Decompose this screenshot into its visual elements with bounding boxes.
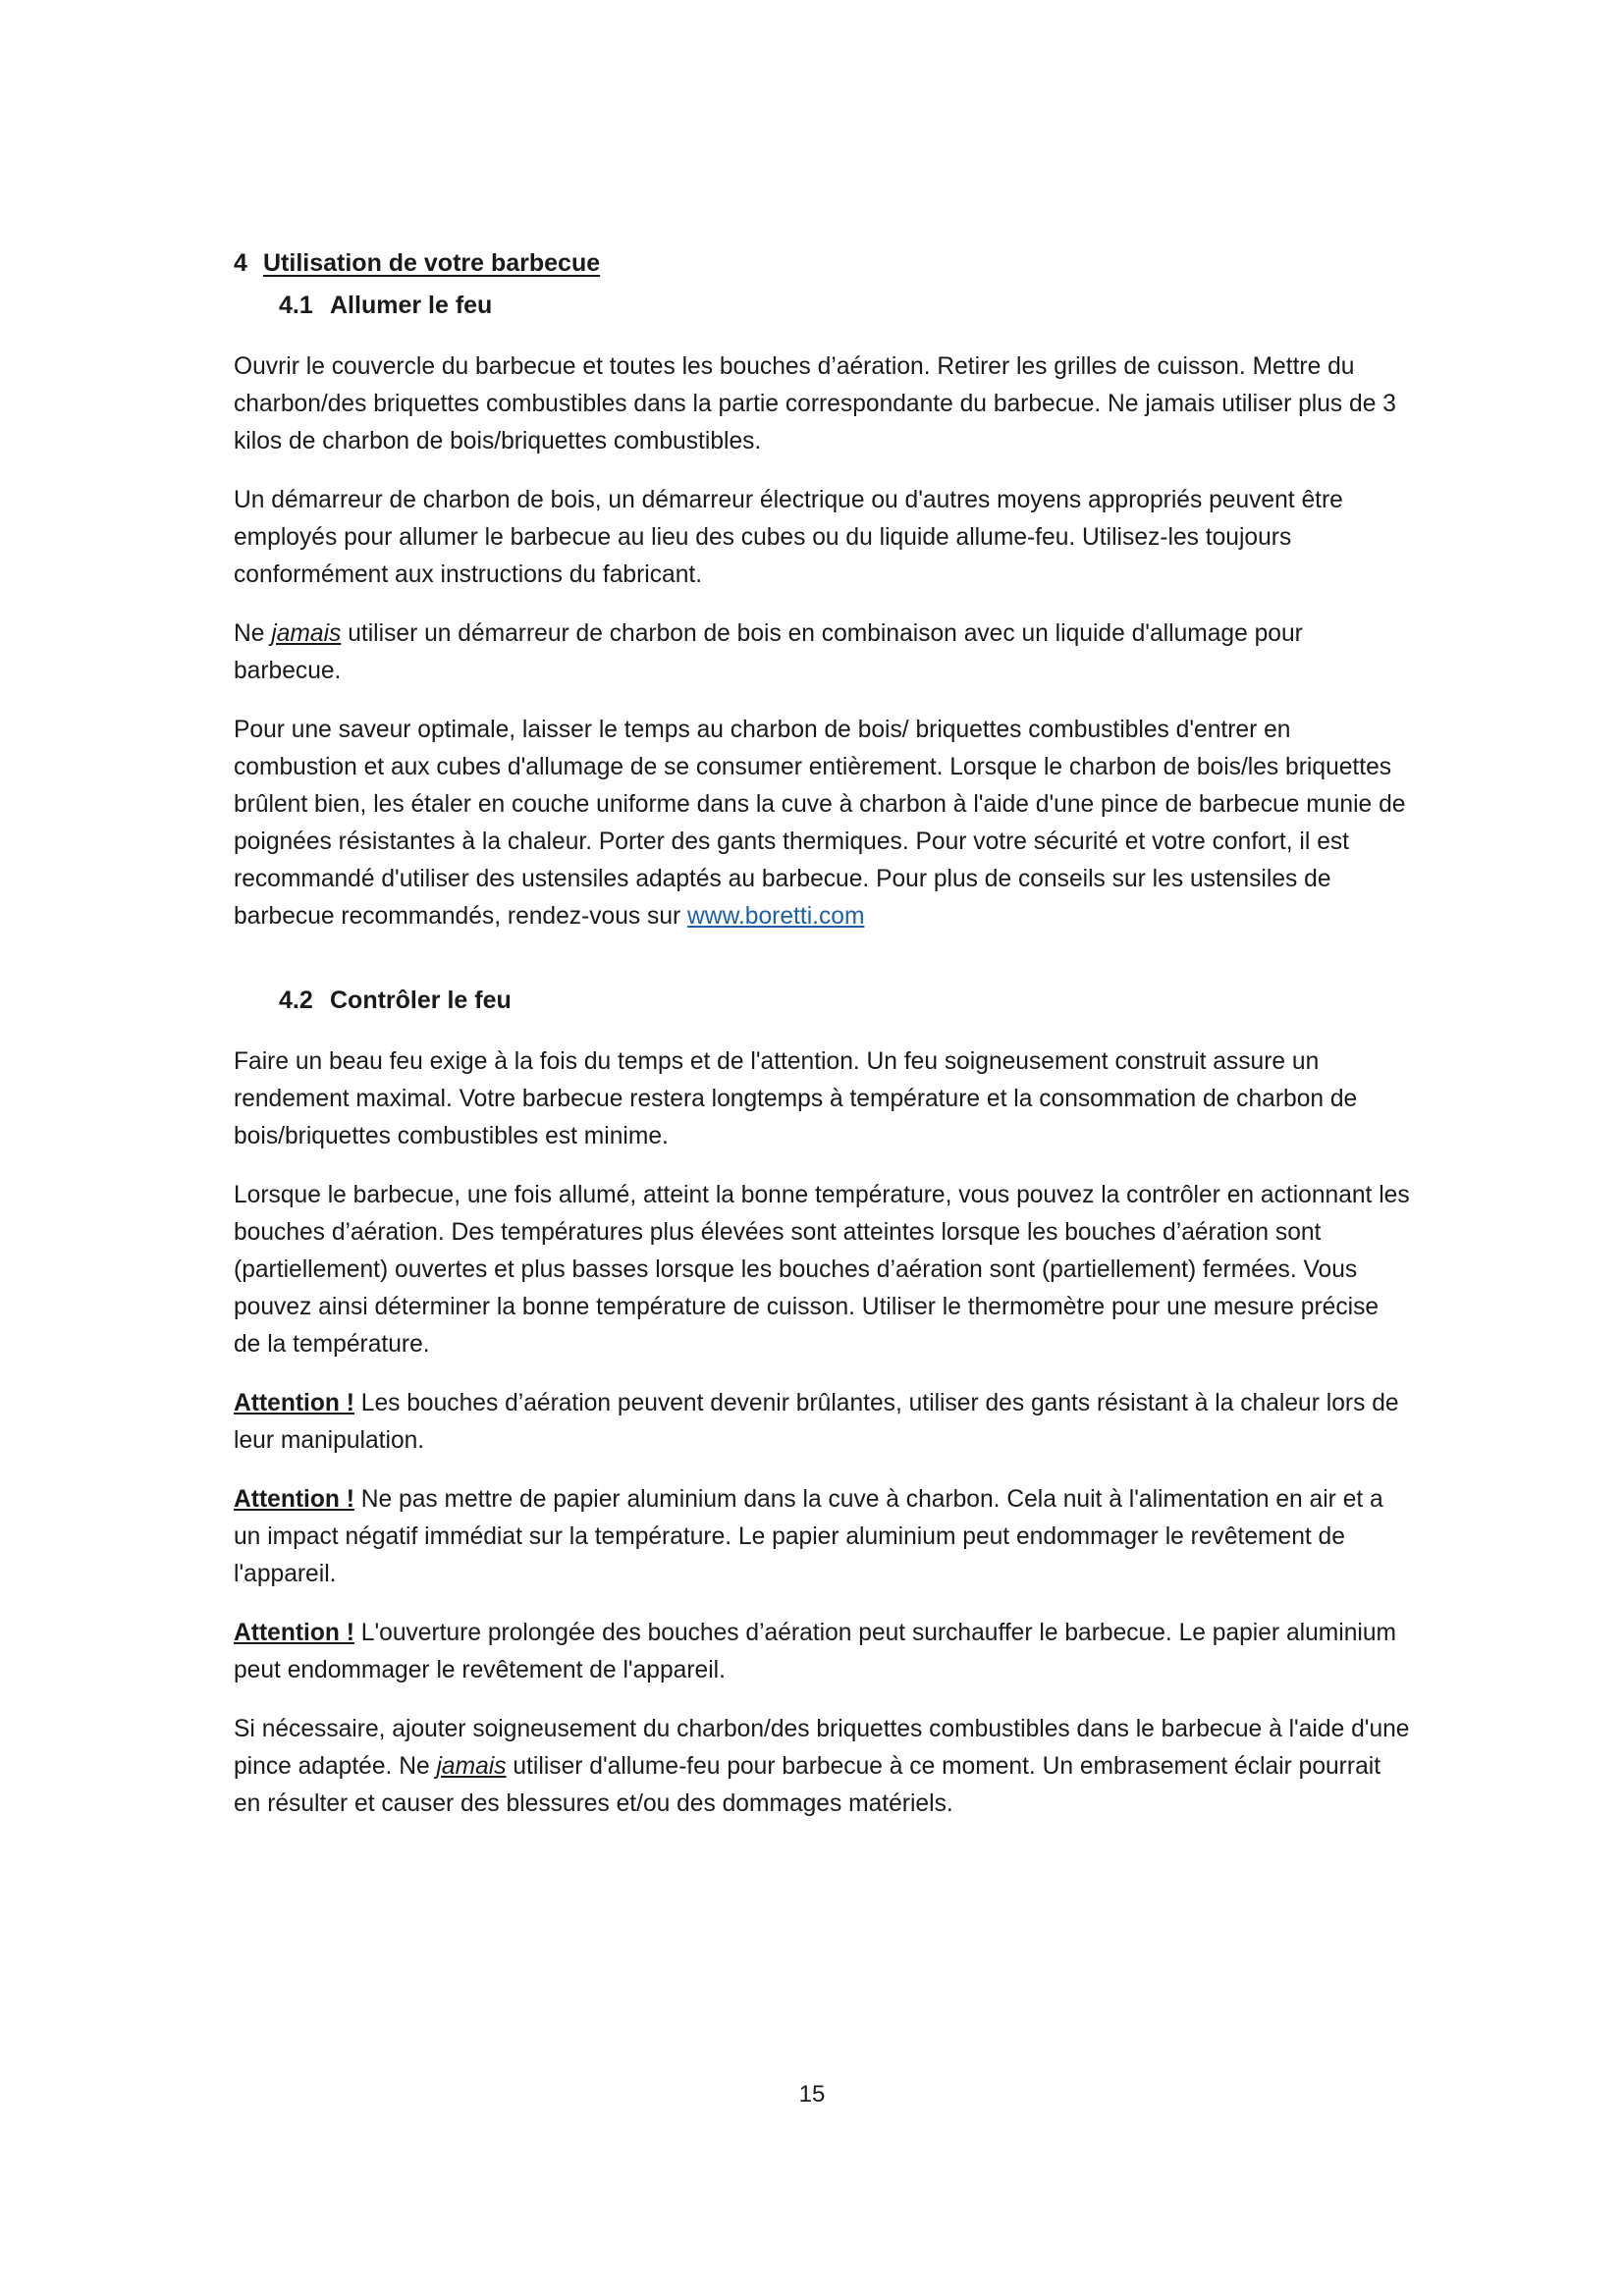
text-run: Ne bbox=[234, 620, 272, 647]
section-number: 4 bbox=[234, 249, 247, 277]
attention-label: Attention ! bbox=[234, 1620, 354, 1646]
attention-label: Attention ! bbox=[234, 1486, 354, 1513]
page-content bbox=[234, 247, 1412, 1823]
emphasis-jamais: jamais bbox=[436, 1753, 507, 1780]
paragraph: Ouvrir le couvercle du barbecue et toutes les bouches d’aération. Retirer les grilles de cuisson. Mettre du charbon/des briquettes combustibles dans la partie correspondante du barbecue. Ne jamais utiliser plus de 3 kilos de charbon de bois/briquettes combustibles. bbox=[234, 353, 1396, 454]
boretti-website-link[interactable]: www.boretti.com bbox=[687, 903, 865, 930]
attention-note bbox=[234, 1481, 1412, 1593]
text-run: L'ouverture prolongée des bouches d’aération peut surchauffer le barbecue. Le papier aluminium peut endommager le revêtement de l'appareil. bbox=[234, 1620, 1397, 1683]
text-run: Ne pas mettre de papier aluminium dans la cuve à charbon. Cela nuit à l'alimentation en air et a un impact négatif immédiat sur la température. Le papier aluminium peut endommager le revêtement de l'appareil. bbox=[234, 1486, 1383, 1587]
paragraph bbox=[234, 712, 1412, 935]
subsection-title: Contrôler le feu bbox=[330, 987, 512, 1014]
attention-label: Attention ! bbox=[234, 1390, 354, 1416]
attention-note bbox=[234, 1385, 1412, 1460]
text-run: Si nécessaire, ajouter soigneusement du charbon/des briquettes combustibles dans le barbecue à l'aide d'une pince adaptée. Ne bbox=[234, 1716, 1410, 1780]
subsection-heading bbox=[234, 985, 1412, 1016]
text-run: utiliser d'allume-feu pour barbecue à ce moment. Un embrasement éclair pourrait en résulter et causer des blessures et/ou des dommages matériels. bbox=[234, 1753, 1381, 1817]
paragraph bbox=[234, 615, 1412, 690]
subsection-number: 4.2 bbox=[279, 987, 313, 1014]
text-run: Pour une saveur optimale, laisser le temps au charbon de bois/ briquettes combustibles d'entrer en combustion et aux cubes d'allumage de se consumer entièrement. Lorsque le charbon de bois/les briquettes brûlent bien, les étaler en couche uniforme dans la cuve à charbon à l'aide d'une pince de barbecue munie de poignées résistantes à la chaleur. Porter des gants thermiques. Pour votre sécurité et votre confort, il est recommandé d'utiliser des ustensiles adaptés au barbecue. Pour plus de conseils sur les ustensiles de barbecue recommandés, rendez-vous sur bbox=[234, 717, 1406, 930]
section-heading bbox=[234, 247, 1412, 279]
paragraph: Faire un beau feu exige à la fois du temps et de l'attention. Un feu soigneusement construit assure un rendement maximal. Votre barbecue restera longtemps à température et la consommation de charbon de bois/briquettes combustibles est minime. bbox=[234, 1048, 1358, 1149]
paragraph: Un démarreur de charbon de bois, un démarreur électrique ou d'autres moyens appropriés peuvent être employés pour allumer le barbecue au lieu des cubes ou du liquide allume-feu. Utilisez-les toujours conformément aux instructions du fabricant. bbox=[234, 487, 1343, 588]
subsection-title: Allumer le feu bbox=[330, 292, 493, 319]
subsection-heading bbox=[234, 290, 1412, 321]
text-run: utiliser un démarreur de charbon de bois en combinaison avec un liquide d'allumage pour barbecue. bbox=[234, 620, 1303, 684]
subsection-allumer bbox=[234, 290, 1412, 935]
page-number: 15 bbox=[798, 2081, 826, 2108]
subsection-number: 4.1 bbox=[279, 292, 313, 319]
paragraph: Lorsque le barbecue, une fois allumé, atteint la bonne température, vous pouvez la contrôler en actionnant les bouches d’aération. Des températures plus élevées sont atteintes lorsque les bouches d’aération sont (partiellement) ouvertes et plus basses lorsque les bouches d’aération sont (partiellement) fermées. Vous pouvez ainsi déterminer la bonne température de cuisson. Utiliser le thermomètre pour une mesure précise de la température. bbox=[234, 1182, 1410, 1358]
text-run: Les bouches d’aération peuvent devenir brûlantes, utiliser des gants résistant à la chaleur lors de leur manipulation. bbox=[234, 1390, 1399, 1454]
subsection-controler bbox=[234, 985, 1412, 1823]
attention-note bbox=[234, 1615, 1412, 1689]
emphasis-jamais: jamais bbox=[271, 620, 342, 647]
section-title: Utilisation de votre barbecue bbox=[263, 249, 601, 277]
paragraph bbox=[234, 1711, 1412, 1823]
